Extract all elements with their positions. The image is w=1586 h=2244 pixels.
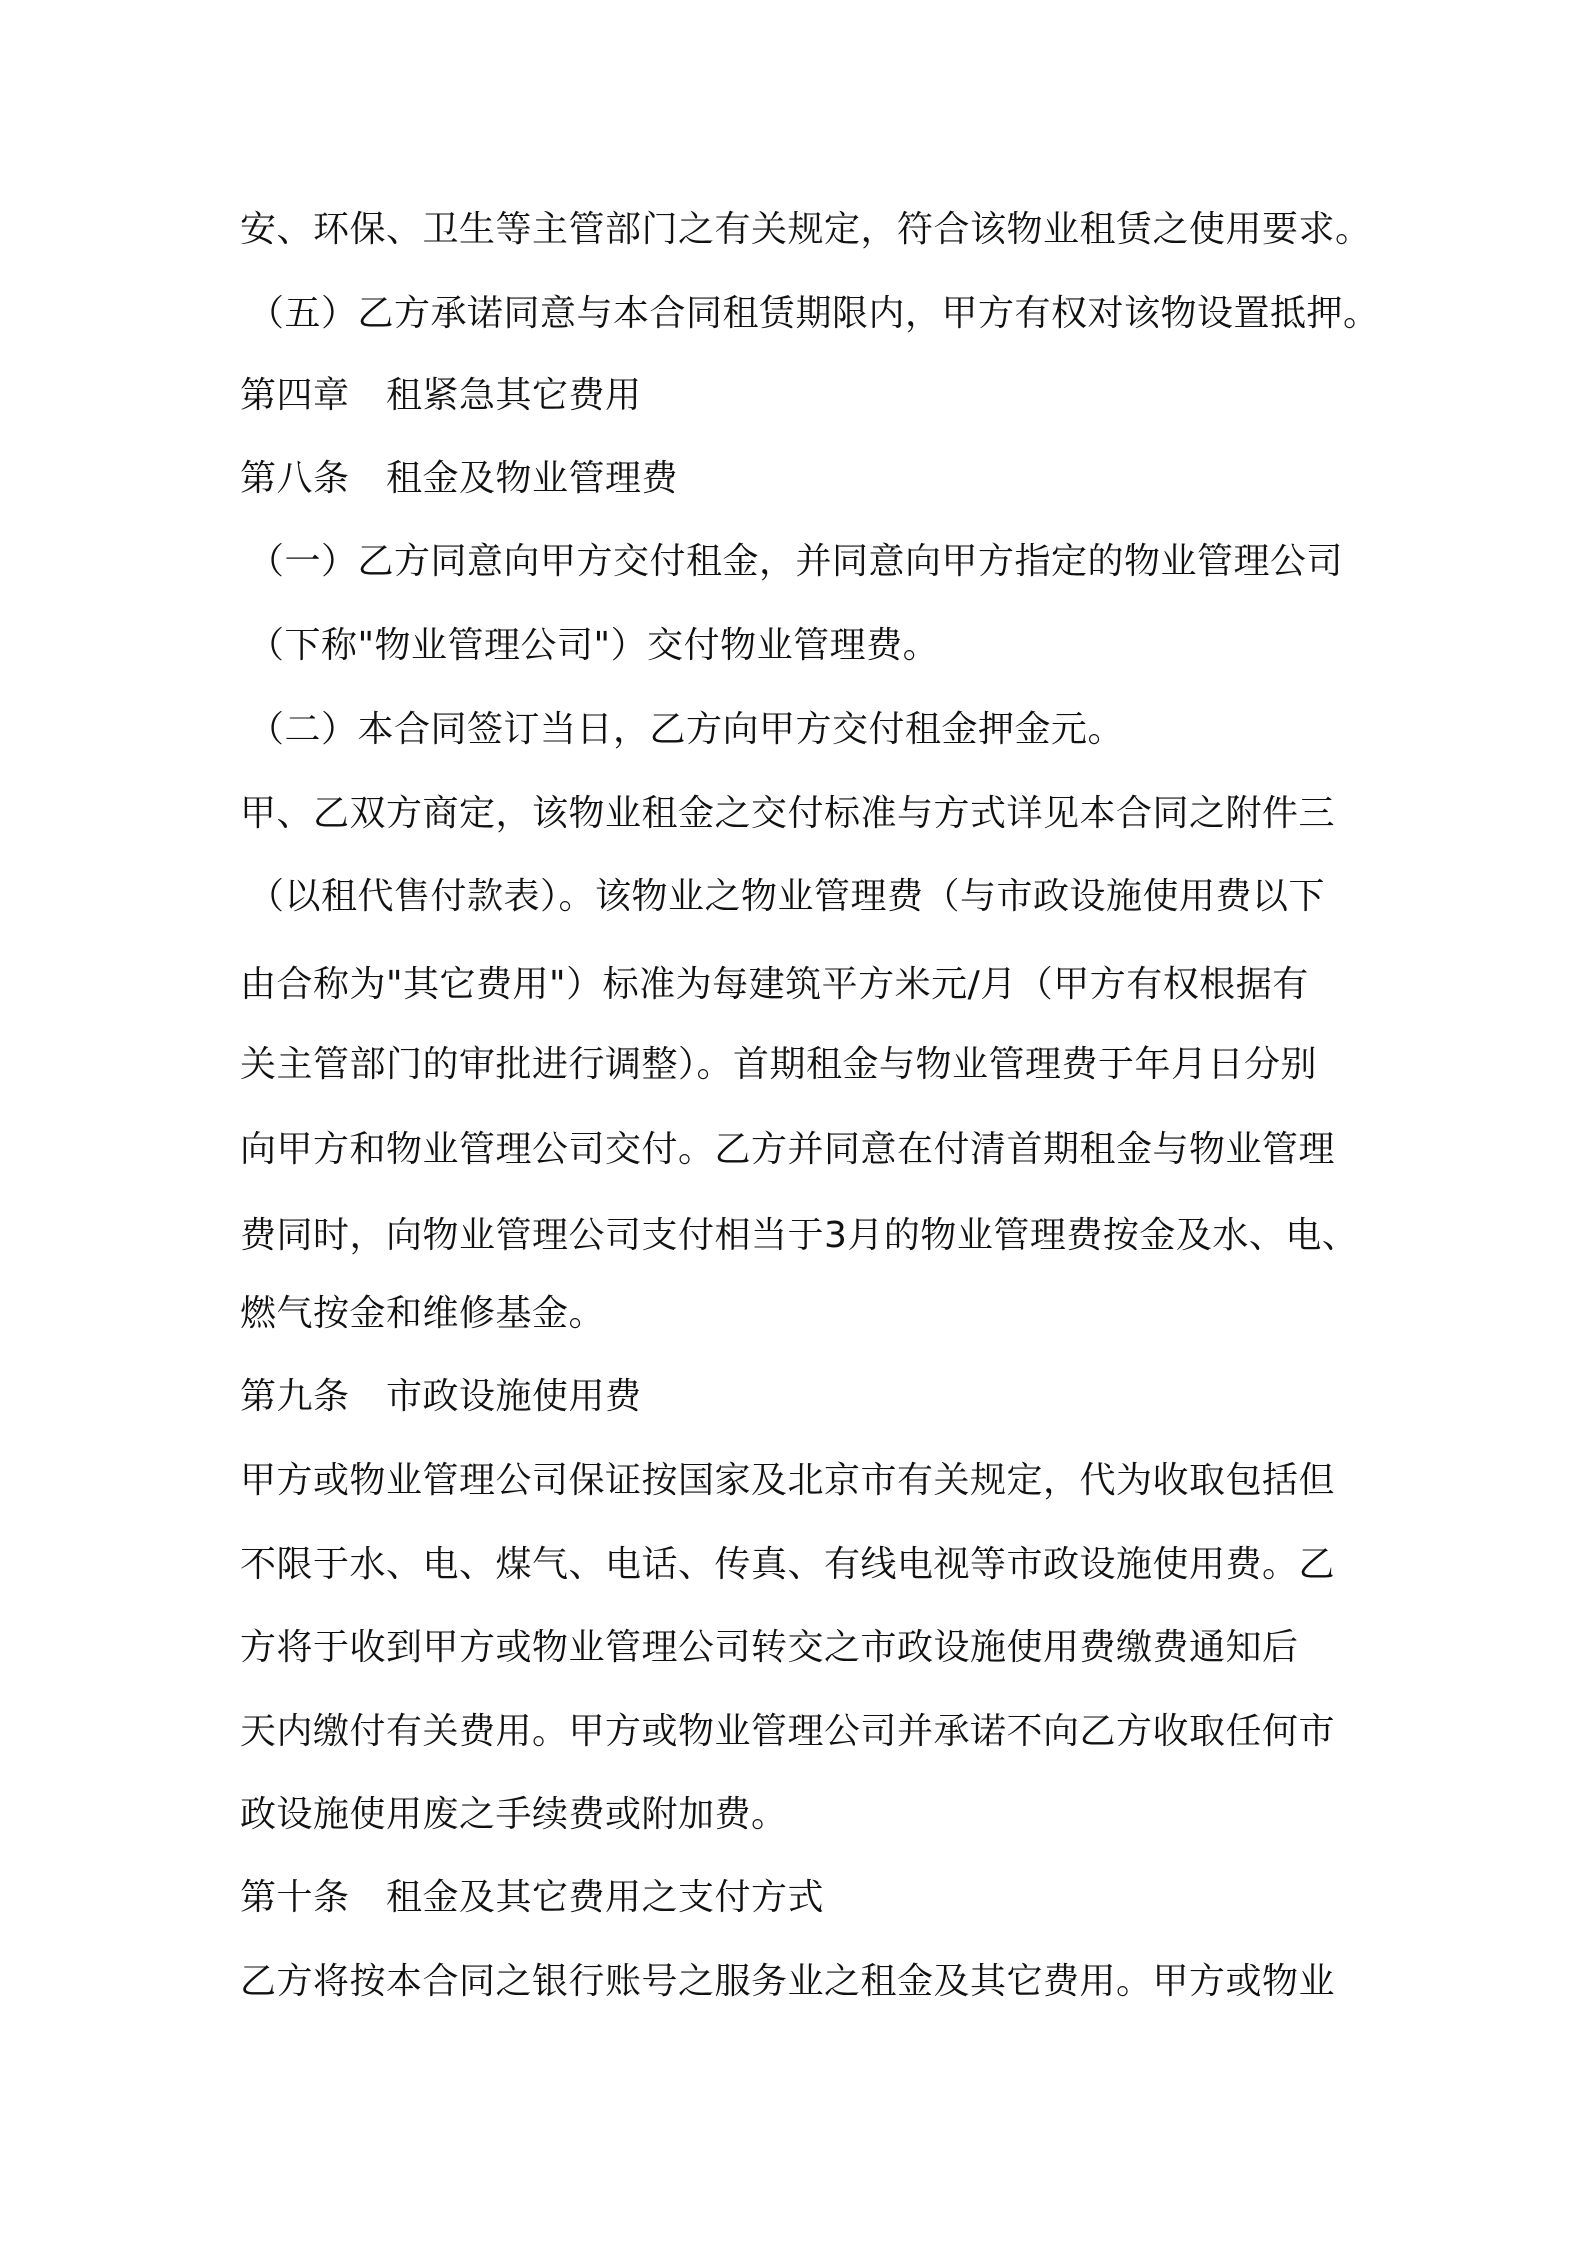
article-heading: 第八条 租金及物业管理费: [240, 458, 679, 499]
text-line: 费同时，向物业管理公司支付相当于3月的物业管理费按金及水、电、: [240, 1215, 1359, 1256]
text-line: 关主管部门的审批进行调整）。首期租金与物业管理费于年月日分别: [240, 1044, 1318, 1085]
text-line: 方将于收到甲方或物业管理公司转交之市政设施使用费缴费通知后: [240, 1627, 1299, 1668]
text-line: （五）乙方承诺同意与本合同租赁期限内，甲方有权对该物设置抵押。: [248, 293, 1380, 334]
text-line: 甲、乙双方商定，该物业租金之交付标准与方式详见本合同之附件三: [240, 793, 1336, 834]
text-line: （一）乙方同意向甲方交付租金，并同意向甲方指定的物业管理公司: [248, 541, 1344, 582]
text-line: 燃气按金和维修基金。: [240, 1293, 606, 1334]
text-line: （二）本合同签订当日，乙方向甲方交付租金押金元。: [248, 709, 1125, 750]
text-line: 甲方或物业管理公司保证按国家及北京市有关规定，代为收取包括但: [240, 1460, 1336, 1501]
text-line: 政设施使用废之手续费或附加费。: [240, 1794, 788, 1835]
text-line: 安、环保、卫生等主管部门之有关规定，符合该物业租赁之使用要求。: [240, 209, 1372, 250]
text-line: 乙方将按本合同之银行账号之服务业之租金及其它费用。甲方或物业: [240, 1961, 1336, 2002]
text-line: 由合称为"其它费用"）标准为每建筑平方米元/月（甲方有权根据有: [240, 964, 1309, 1005]
text-line: （下称"物业管理公司"）交付物业管理费。: [248, 625, 940, 666]
text-line: 向甲方和物业管理公司交付。乙方并同意在付清首期租金与物业管理: [240, 1129, 1336, 1170]
article-heading: 第十条 租金及其它费用之支付方式: [240, 1877, 825, 1918]
chapter-heading: 第四章 租紧急其它费用: [240, 375, 642, 416]
text-line: （以租代售付款表）。该物业之物业管理费（与市政设施使用费以下: [248, 876, 1326, 917]
article-heading: 第九条 市政设施使用费: [240, 1376, 642, 1417]
text-line: 不限于水、电、煤气、电话、传真、有线电视等市政设施使用费。乙: [240, 1544, 1336, 1585]
text-line: 天内缴付有关费用。甲方或物业管理公司并承诺不向乙方收取任何市: [240, 1711, 1336, 1752]
